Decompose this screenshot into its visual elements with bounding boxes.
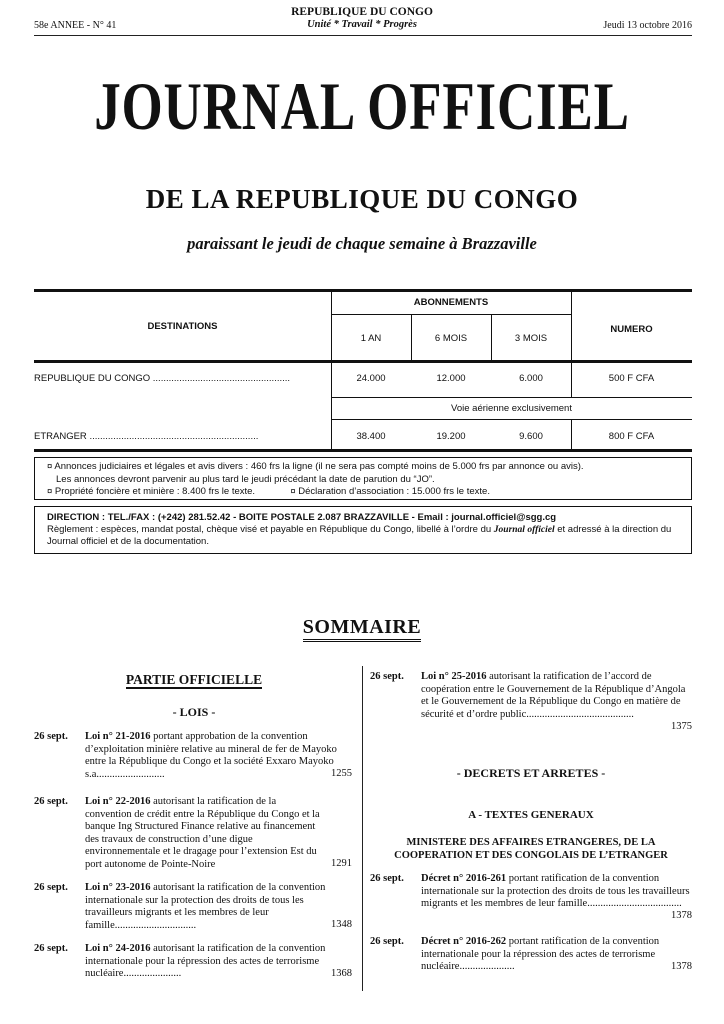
sommaire-title: SOMMAIRE bbox=[0, 616, 724, 639]
table-rule bbox=[331, 397, 692, 398]
entry-date: 26 sept. bbox=[370, 936, 404, 947]
entry-body: Loi n° 25-2016 autorisant la ratification de l’accord de coopération entre le Gouvernement de la République d’Angola et le Gouvernement de la République du Congo en matière de sécurité et d’ordre public......................................... bbox=[421, 671, 686, 720]
entry-date: 26 sept. bbox=[34, 731, 68, 742]
entry-page: 1378 bbox=[671, 961, 692, 972]
entry-body: Loi n° 21-2016 portant approbation de la convention d’exploitation minière relative au mineral de fer de Mayoko entre la République du Congo et la société Exxaro Mayoko s.a.......................... bbox=[85, 731, 337, 780]
entry-body: Loi n° 22-2016 autorisant la ratification de la convention de crédit entre la République du Congo et la banque Ing Structured Finance relative au financement des travaux de construction d’une digue environnementale et le dragage pour l’extension Est du port autonome de Pointe-Noire bbox=[85, 796, 320, 870]
period-1an: 1 AN bbox=[360, 333, 382, 344]
entry-body: Décret n° 2016-261 portant ratification de la convention internationale sur la protection des droits de tous les travailleurs migrants et les membres de leur famille.................................... bbox=[421, 873, 690, 909]
declaration-fee: ¤ Déclaration d’association : 15.000 frs le texte. bbox=[290, 486, 490, 497]
direction-contact: DIRECTION : TEL./FAX : (+242) 281.52.42 - BOITE POSTALE 2.087 BRAZZAVILLE - Email : journal.officiel@sgg.cg bbox=[47, 512, 557, 523]
numero-header: NUMERO bbox=[610, 324, 653, 335]
entry-body: Décret n° 2016-262 portant ratification de la convention internationale pour la répression des actes de terrorisme nucléaire..................... bbox=[421, 936, 660, 972]
payment-terms: Règlement : espèces, mandat postal, chèque visé et payable en République du Congo, libellé à l’ordre du Journal officiel et adressé à la direction du Journal officiel et de la documentation. bbox=[47, 524, 672, 547]
row-etranger-destination: ETRANGER ................................................................ bbox=[34, 431, 259, 442]
entry-page: 1291 bbox=[331, 858, 352, 869]
announcement-notice bbox=[34, 457, 692, 500]
entry-date: 26 sept. bbox=[370, 873, 404, 884]
entry-page: 1375 bbox=[671, 721, 692, 732]
entry-page: 1378 bbox=[671, 910, 692, 921]
journal-title: JOURNAL OFFICIEL bbox=[94, 68, 630, 144]
toc-entry-decret-262[interactable] bbox=[370, 936, 692, 976]
national-motto: Unité * Travail * Progrès bbox=[307, 19, 417, 30]
table-header-rule bbox=[34, 360, 692, 363]
issue-date: Jeudi 13 octobre 2016 bbox=[603, 20, 692, 31]
period-3mois: 3 MOIS bbox=[514, 333, 548, 344]
table-top-rule bbox=[34, 289, 692, 292]
annonces-rate: ¤ Annonces judiciaires et légales et avis divers : 460 frs la ligne (il ne sera pas compté moins de 5.000 frs par annonce ou avis). bbox=[47, 461, 584, 472]
entry-date: 26 sept. bbox=[34, 943, 68, 954]
table-bottom-rule bbox=[34, 449, 692, 452]
etranger-3mois-value: 9.600 bbox=[519, 431, 543, 442]
decrets-heading: - DECRETS ET ARRETES - bbox=[456, 766, 606, 780]
congo-6mois-value: 12.000 bbox=[436, 373, 466, 384]
congo-numero-price: 500 F CFA bbox=[608, 373, 655, 384]
toc-entry-loi-22[interactable] bbox=[34, 796, 352, 874]
partie-officielle-heading: PARTIE OFFICIELLE bbox=[125, 672, 263, 687]
air-note: Voie aérienne exclusivement bbox=[451, 403, 572, 414]
table-rule bbox=[331, 419, 692, 420]
toc-entry-decret-261[interactable] bbox=[370, 873, 692, 925]
toc-entry-loi-23[interactable] bbox=[34, 882, 352, 934]
destinations-header: DESTINATIONS bbox=[147, 321, 218, 332]
textes-generaux-heading: A - TEXTES GENERAUX bbox=[468, 809, 594, 821]
period-6mois: 6 MOIS bbox=[434, 333, 468, 344]
entry-body: Loi n° 23-2016 autorisant la ratification de la convention internationale sur la protection des droits de tous les travailleurs migrants et les membres de leur famille............................... bbox=[85, 882, 326, 931]
congo-1an-value: 24.000 bbox=[356, 373, 386, 384]
abonnements-header: ABONNEMENTS bbox=[413, 297, 489, 308]
header-rule bbox=[34, 35, 692, 36]
etranger-6mois-value: 19.200 bbox=[436, 431, 466, 442]
lois-heading: - LOIS - bbox=[172, 705, 216, 719]
congo-3mois-value: 6.000 bbox=[519, 373, 543, 384]
entry-date: 26 sept. bbox=[370, 671, 404, 682]
entry-body: Loi n° 24-2016 autorisant la ratification de la convention internationale pour la répression des actes de terrorisme nucléaire...................... bbox=[85, 943, 326, 979]
direction-notice bbox=[34, 506, 692, 554]
republic-name: REPUBLIQUE DU CONGO bbox=[291, 6, 433, 18]
etranger-1an-value: 38.400 bbox=[356, 431, 386, 442]
journal-subtitle: DE LA REPUBLIQUE DU CONGO bbox=[145, 184, 579, 214]
toc-entry-loi-24[interactable] bbox=[34, 943, 352, 983]
etranger-numero-price: 800 F CFA bbox=[608, 431, 655, 442]
ministry-heading: MINISTERE DES AFFAIRES ETRANGERES, DE LA COOPERATION ET DES CONGOLAIS DE L’ETRANGER bbox=[394, 837, 668, 861]
row-congo-destination: REPUBLIQUE DU CONGO .................................................... bbox=[34, 373, 291, 384]
entry-date: 26 sept. bbox=[34, 882, 68, 893]
issue-number: 58e ANNEE - N° 41 bbox=[34, 20, 117, 31]
column-rule bbox=[362, 666, 363, 991]
toc-entry-loi-25[interactable] bbox=[370, 671, 692, 737]
toc-entry-loi-21[interactable] bbox=[34, 731, 352, 783]
fees-line bbox=[47, 486, 679, 499]
propriete-fee: ¤ Propriété foncière et minière : 8.400 frs le texte. bbox=[47, 486, 256, 497]
entry-page: 1368 bbox=[331, 968, 352, 979]
subscription-table bbox=[34, 289, 692, 451]
entry-date: 26 sept. bbox=[34, 796, 68, 807]
table-rule bbox=[331, 314, 571, 315]
entry-page: 1255 bbox=[331, 768, 352, 779]
journal-tagline: paraissant le jeudi de chaque semaine à Brazzaville bbox=[187, 234, 537, 253]
annonces-deadline: Les annonces devront parvenir au plus tard le jeudi précédant la date de parution du “JO”. bbox=[56, 473, 435, 485]
entry-page: 1348 bbox=[331, 919, 352, 930]
